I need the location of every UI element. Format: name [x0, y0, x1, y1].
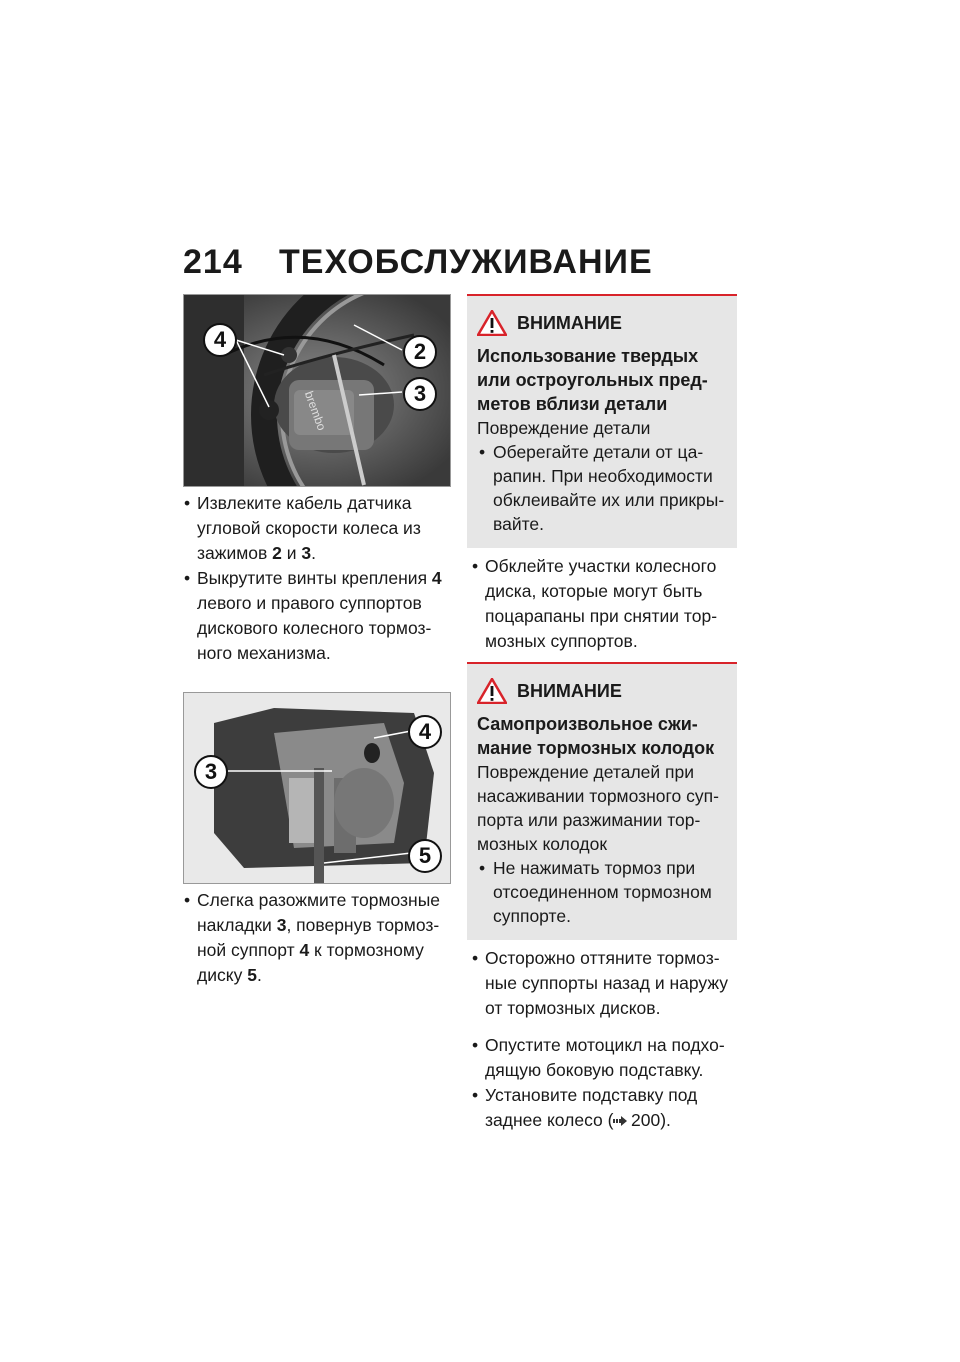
warning-subtitle: Самопроизвольное сжимание тормозных колодок	[477, 714, 715, 758]
instruction-unscrew-bolts: • Выкрутите винты крепления 4 левого и правого суппортов дискового колесного тормозного механизма.	[183, 566, 451, 666]
instruction-tape-rim: • Обклейте участки колесного диска, которые могут быть поцарапаны при снятии тормозных суппортов.	[471, 554, 737, 654]
page-header	[183, 243, 653, 282]
page-title: ТЕХОБСЛУЖИВАНИЕ	[279, 243, 653, 281]
warning-list-item: • Не нажимать тормоз при отсоединенном тормозном суппорте.	[477, 856, 727, 928]
callout-3: 3	[194, 755, 228, 789]
instruction-pull-calipers: • Осторожно оттяните тормозные суппорты назад и наружу от тормозных дисков.	[471, 946, 737, 1021]
callout-5: 5	[408, 839, 442, 873]
page-number: 214	[183, 243, 243, 281]
instruction-list-2	[183, 888, 451, 988]
instruction-spread-pads: • Слегка разожмите тормозные накладки 3, повернув тормозной суппорт 4 к тормозному диску 5.	[183, 888, 451, 988]
brand-mark: brembo	[301, 389, 329, 433]
callout-3: 3	[403, 377, 437, 411]
warning-triangle-icon	[477, 678, 507, 704]
callout-4: 4	[203, 323, 237, 357]
brake-pads-photo	[183, 692, 451, 884]
warning-box-1	[467, 294, 737, 548]
warning-box-2	[467, 662, 737, 940]
instruction-remove-sensor-cable: • Извлеките кабель датчика угловой скорости колеса из зажимов 2 и 3.	[183, 491, 451, 566]
instruction-list-5	[467, 1033, 737, 1133]
instruction-list-1	[183, 491, 451, 666]
warning-title: ВНИМАНИЕ	[517, 312, 622, 333]
left-column	[183, 294, 451, 988]
callout-4: 4	[408, 715, 442, 749]
instruction-install-stand: • Установите подставку под заднее колесо ( 200).	[471, 1083, 737, 1133]
instruction-lower-motorcycle: • Опустите мотоцикл на подходящую боковую подставку.	[471, 1033, 737, 1083]
warning-title: ВНИМАНИЕ	[517, 680, 622, 701]
warning-text: Повреждение детали	[477, 418, 651, 438]
callout-2: 2	[403, 335, 437, 369]
warning-triangle-icon	[477, 310, 507, 336]
warning-subtitle: Использование твердых или остроугольных предметов вблизи детали	[477, 346, 708, 414]
instruction-list-3	[467, 554, 737, 654]
page-reference-arrow-icon	[613, 1116, 627, 1126]
instruction-list-4	[467, 946, 737, 1021]
brake-caliper-photo	[183, 294, 451, 487]
warning-list-item: • Оберегайте детали от царапин. При необходимости обклеивайте их или прикрывайте.	[477, 440, 727, 536]
right-column	[467, 294, 737, 1133]
warning-text: Повреждение деталей при насаживании тормозного суппорта или разжимании тормозных колодок	[477, 762, 719, 854]
page-reference[interactable]: 200	[631, 1110, 661, 1130]
